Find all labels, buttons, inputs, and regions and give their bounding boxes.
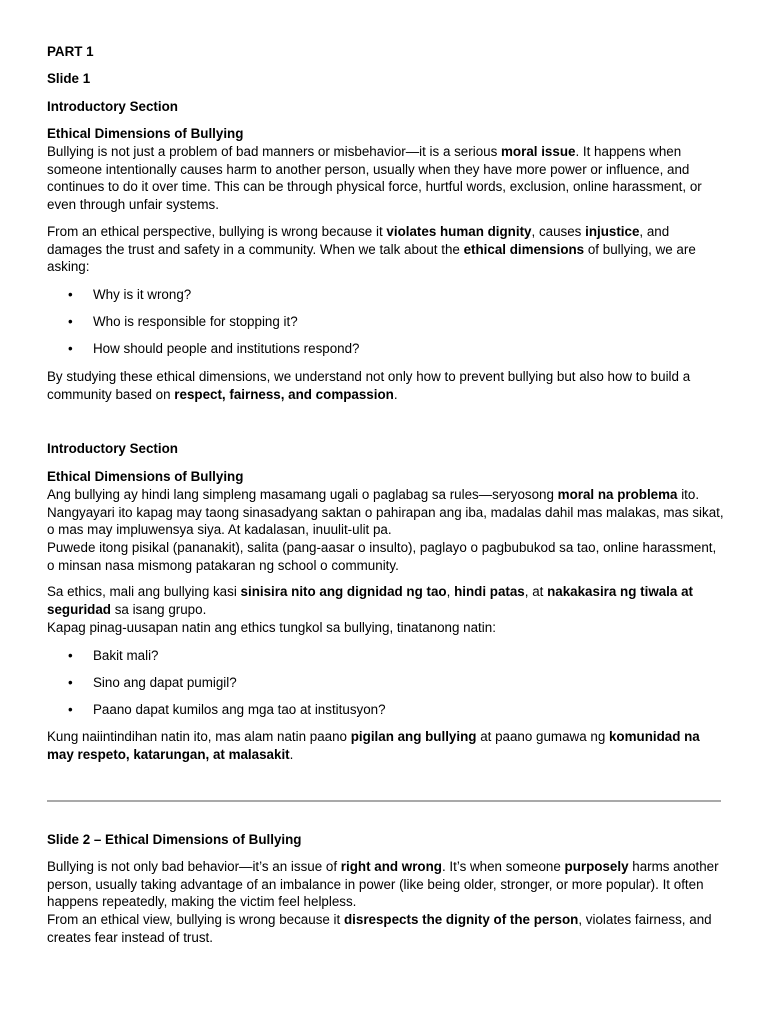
intro-section-heading: Introductory Section — [47, 99, 178, 114]
slide1-label: Slide 1 — [47, 71, 91, 86]
bullet-icon: • — [68, 314, 73, 329]
en-paragraph-1: Bullying is not just a problem of bad manners or misbehavior—it is a serious moral issue. It happens when someone intentionally causes harm to another person, usually when they have more power or influence, and continues to do it over time. This can be through physical force, hurtful words, exclusion, online harassment, or even through unfair systems. — [47, 144, 702, 212]
bullet-icon: • — [68, 702, 73, 717]
horizontal-divider — [47, 800, 721, 802]
fil-paragraph-3: Kung naiintindihan natin ito, mas alam natin paano pigilan ang bullying at paano gumawa ng komunidad na may respeto, katarungan, at malasakit. — [47, 729, 700, 762]
fil-paragraph-1b: Puwede itong pisikal (pananakit), salita (pang-aasar o insulto), paglayo o pagbubukod sa tao, online harassment, o minsan nasa mismong patakaran ng school o community. — [47, 540, 717, 573]
slide2-heading: Slide 2 – Ethical Dimensions of Bullying — [47, 832, 302, 847]
bullet-icon: • — [68, 341, 73, 356]
fil-paragraph-2: Sa ethics, mali ang bullying kasi sinisira nito ang dignidad ng tao, hindi patas, at nakakasira ng tiwala at seguridad sa isang grupo. — [47, 584, 693, 617]
en-paragraph-2: From an ethical perspective, bullying is wrong because it violates human dignity, causes injustice, and damages the trust and safety in a community. When we talk about the ethical dimensions of bullying, we are asking: — [47, 224, 696, 275]
bullet-icon: • — [68, 675, 73, 690]
fil-paragraph-2b: Kapag pinag-uusapan natin ang ethics tungkol sa bullying, tinatanong natin: — [47, 620, 496, 635]
fil-section-heading: Introductory Section — [47, 441, 178, 456]
ethical-dimensions-heading: Ethical Dimensions of Bullying — [47, 126, 244, 141]
slide2-paragraph-1: Bullying is not only bad behavior—it’s an issue of right and wrong. It’s when someone purposely harms another person, usually taking advantage of an imbalance in power (like being older, stronger, or more popular). It often happens repeatedly, making the victim feel helpless. — [47, 859, 719, 910]
fil-paragraph-1: Ang bullying ay hindi lang simpleng masamang ugali o paglabag sa rules—seryosong moral na problema ito. Nangyayari ito kapag may taong sinasadyang saktan o pahirapan ang iba, madalas dahil mas malakas, mas sikat, o mas may impluwensya siya. At kadalasan, inuulit-ulit pa. — [47, 487, 724, 538]
fil-ethical-dimensions-heading: Ethical Dimensions of Bullying — [47, 469, 244, 484]
en-paragraph-3: By studying these ethical dimensions, we understand not only how to prevent bullying but also how to build a community based on respect, fairness, and compassion. — [47, 369, 691, 402]
bullet-icon: • — [68, 648, 73, 663]
part-label: PART 1 — [47, 44, 94, 59]
bullet-icon: • — [68, 287, 73, 302]
slide2-paragraph-2: From an ethical view, bullying is wrong because it disrespects the dignity of the person, violates fairness, and creates fear instead of trust. — [47, 912, 712, 945]
